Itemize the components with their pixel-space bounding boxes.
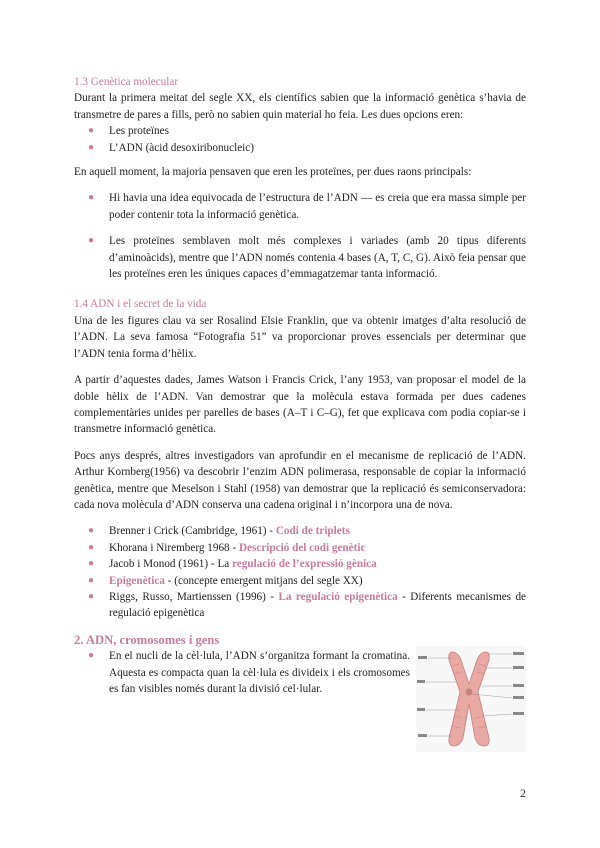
chromatin-list [74, 648, 410, 697]
list-item: ● Riggs, Russo, Martienssen (1996) - La regulació epigenètica - Diferents mecanismes de regulació epigenètica [88, 590, 526, 620]
list-item: ● L’ADN (àcid desoxiribonucleic) [74, 140, 526, 156]
list-item: ● Khorana i Niremberg 1968 - Descripció del codi genètic [74, 540, 526, 556]
page-content [74, 74, 526, 697]
list-item: ● En el nucli de la cèl·lula, l’ADN s’organitza formant la cromatina. Aquesta es compacta quan la cèl·lula es divideix i els cromosomes es fan visibles només durant la divisió cel·lular. [88, 650, 410, 695]
list-item: ● Brenner i Crick (Cambridge, 1961) - Codi de triplets [74, 523, 526, 539]
paragraph: En aquell moment, la majoria pensaven que eren les proteïnes, per dues raons principals: [74, 166, 472, 179]
paragraph: A partir d’aquestes dades, James Watson i Francis Crick, l’any 1953, van proposar el model de la doble hèlix de l’ADN. Van demostrar que la molècula estava formada per dues cadenes complementàries unides per parelles de bases (A–T i C–G), fet que explicava com podia copiar-se i transmetre informació genètica. [74, 374, 526, 436]
bullet-icon: ● [88, 574, 95, 586]
bullet-icon: ● [88, 125, 95, 137]
reasons-list [74, 190, 526, 282]
reference-link[interactable]: Codi de triplets [275, 525, 350, 538]
bullet-icon: ● [88, 141, 95, 153]
bullet-icon: ● [88, 192, 95, 204]
section-heading-2: 2. ADN, cromosomes i gens [74, 632, 220, 647]
bullet-icon: ● [88, 590, 95, 602]
chromosome-diagram [416, 646, 526, 752]
reference-link[interactable]: La regulació epigenètica [278, 590, 398, 603]
reference-link[interactable]: Descripció del codi genètic [238, 541, 366, 554]
list-item: ● Hi havia una idea equivocada de l’estructura de l’ADN — es creia que era massa simple per poder contenir tota la informació genètica. [88, 192, 526, 221]
bullet-icon: ● [88, 558, 95, 570]
bullet-icon: ● [88, 235, 95, 247]
list-item: ● Les proteïnes semblaven molt més complexes i variades (amb 20 tipus diferents d’aminoàcids), mentre que l’ADN només contenia 4 bases (A, T, C, G). Això feia pensar que les proteïnes eren les úniques capaces d’emmagatzemar tanta informació. [88, 235, 526, 281]
paragraph: Durant la primera meitat del segle XX, els científics sabien que la informació genètica s’havia de transmetre de pares a fills, però no sabien quin material ho feia. Les dues opcions eren: [74, 92, 526, 121]
list-item: ● Jacob i Monod (1961) - La regulació de l’expressió gènica [74, 556, 526, 572]
paragraph: Una de les figures clau va ser Rosalind Elsie Franklin, que va obtenir imatges d’alta resolució de l’ADN. La seva famosa “Fotografia 51” va proporcionar proves essencials per determinar que l’ADN tenia forma d’hèlix. [74, 314, 526, 360]
paragraph: Pocs anys després, altres investigadors van aprofundir en el mecanisme de replicació de l’ADN. Arthur Kornberg(1956) va descobrir l’enzim ADN polimerasa, responsable de copiar la informació genètica, mentre que Meselson i Stahl (1958) van demostrar que la replicació és semiconservadora: cada nova molècula d’ADN conserva una cadena original i n’incorpora una de nova. [74, 449, 526, 511]
bullet-icon: ● [88, 541, 95, 553]
list-item: ● Epigenètica - (concepte emergent mitjans del segle XX) [74, 573, 526, 589]
list-item: ● Les proteïnes [74, 123, 526, 139]
references-list [74, 523, 526, 621]
options-list [74, 123, 526, 156]
page-number: 2 [520, 786, 526, 800]
section-heading-1-3: 1.3 Genètica molecular [74, 76, 179, 88]
section-heading-1-4: 1.4 ADN i el secret de la vida [74, 298, 207, 311]
bullet-icon: ● [88, 525, 95, 537]
bullet-icon: ● [88, 650, 95, 662]
chromatin-section [74, 648, 526, 697]
reference-link[interactable]: Epigenètica [109, 574, 165, 587]
reference-link[interactable]: regulació de l’expressió gènica [232, 558, 377, 571]
